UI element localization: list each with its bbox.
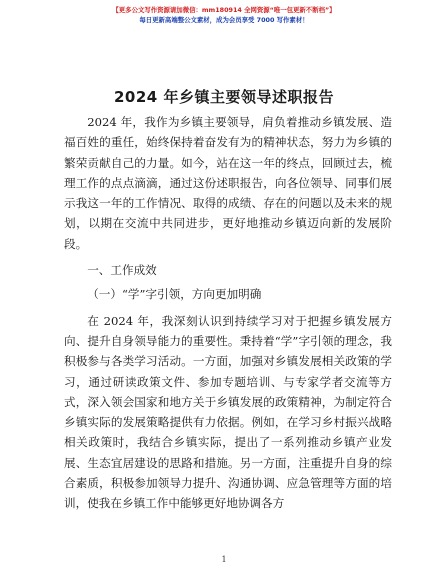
- intro-paragraph: 2024 年，我作为乡镇主要领导，肩负着推动乡镇发展、造福百姓的重任，始终保持着奋发有为的精神状态，努力为乡镇的繁荣贡献自己的力量。如今，站在这一年的终点，回顾过去，梳理工作的点点滴滴，通过这份述职报告，向各位领导、同事们展示我这一年的工作情况、取得的成绩、存在的问题以及未来的规划，以期在交流中共同进步，更好地推动乡镇迈向新的发展阶段。: [64, 115, 392, 251]
- promo-banner-line1: 【更多公文写作资源请加微信：mm180914 全网资源“唯一包更新不断档”】: [112, 6, 336, 14]
- subsection-heading: （一）“学”字引领，方向更加明确: [87, 287, 262, 302]
- promo-banner-line2: 每日更新高端整公文素材，成为会员享受 7000 写作素材！: [139, 16, 309, 24]
- body-paragraph: 在 2024 年，我深刻认识到持续学习对于把握乡镇发展方向、提升自身领导能力的重要性。秉持着“学”字引领的理念，我积极参与各类学习活动。一方面，加强对乡镇发展相关政策的学习，通过研读政策文件、参加专题培训、与专家学者交流等方式，深入领会国家和地方关于乡镇发展的政策精神，为制定符合乡镇实际的发展策略提供有力依据。例如，在学习乡村振兴战略相关政策时，我结合乡镇实际，提出了一系列推动乡镇产业发展、生态宜居建设的思路和措施。另一方面，注重提升自身的综合素质，积极参加领导力提升、沟通协调、应急管理等方面的培训，使我在乡镇工作中能够更好地协调各方: [64, 313, 392, 511]
- section-heading: 一、工作成效: [87, 263, 157, 278]
- document-body: [64, 112, 392, 514]
- page-number: 1: [221, 555, 227, 564]
- promo-banner: [0, 5, 448, 25]
- document-title: 2024 年乡镇主要领导述职报告: [114, 88, 334, 106]
